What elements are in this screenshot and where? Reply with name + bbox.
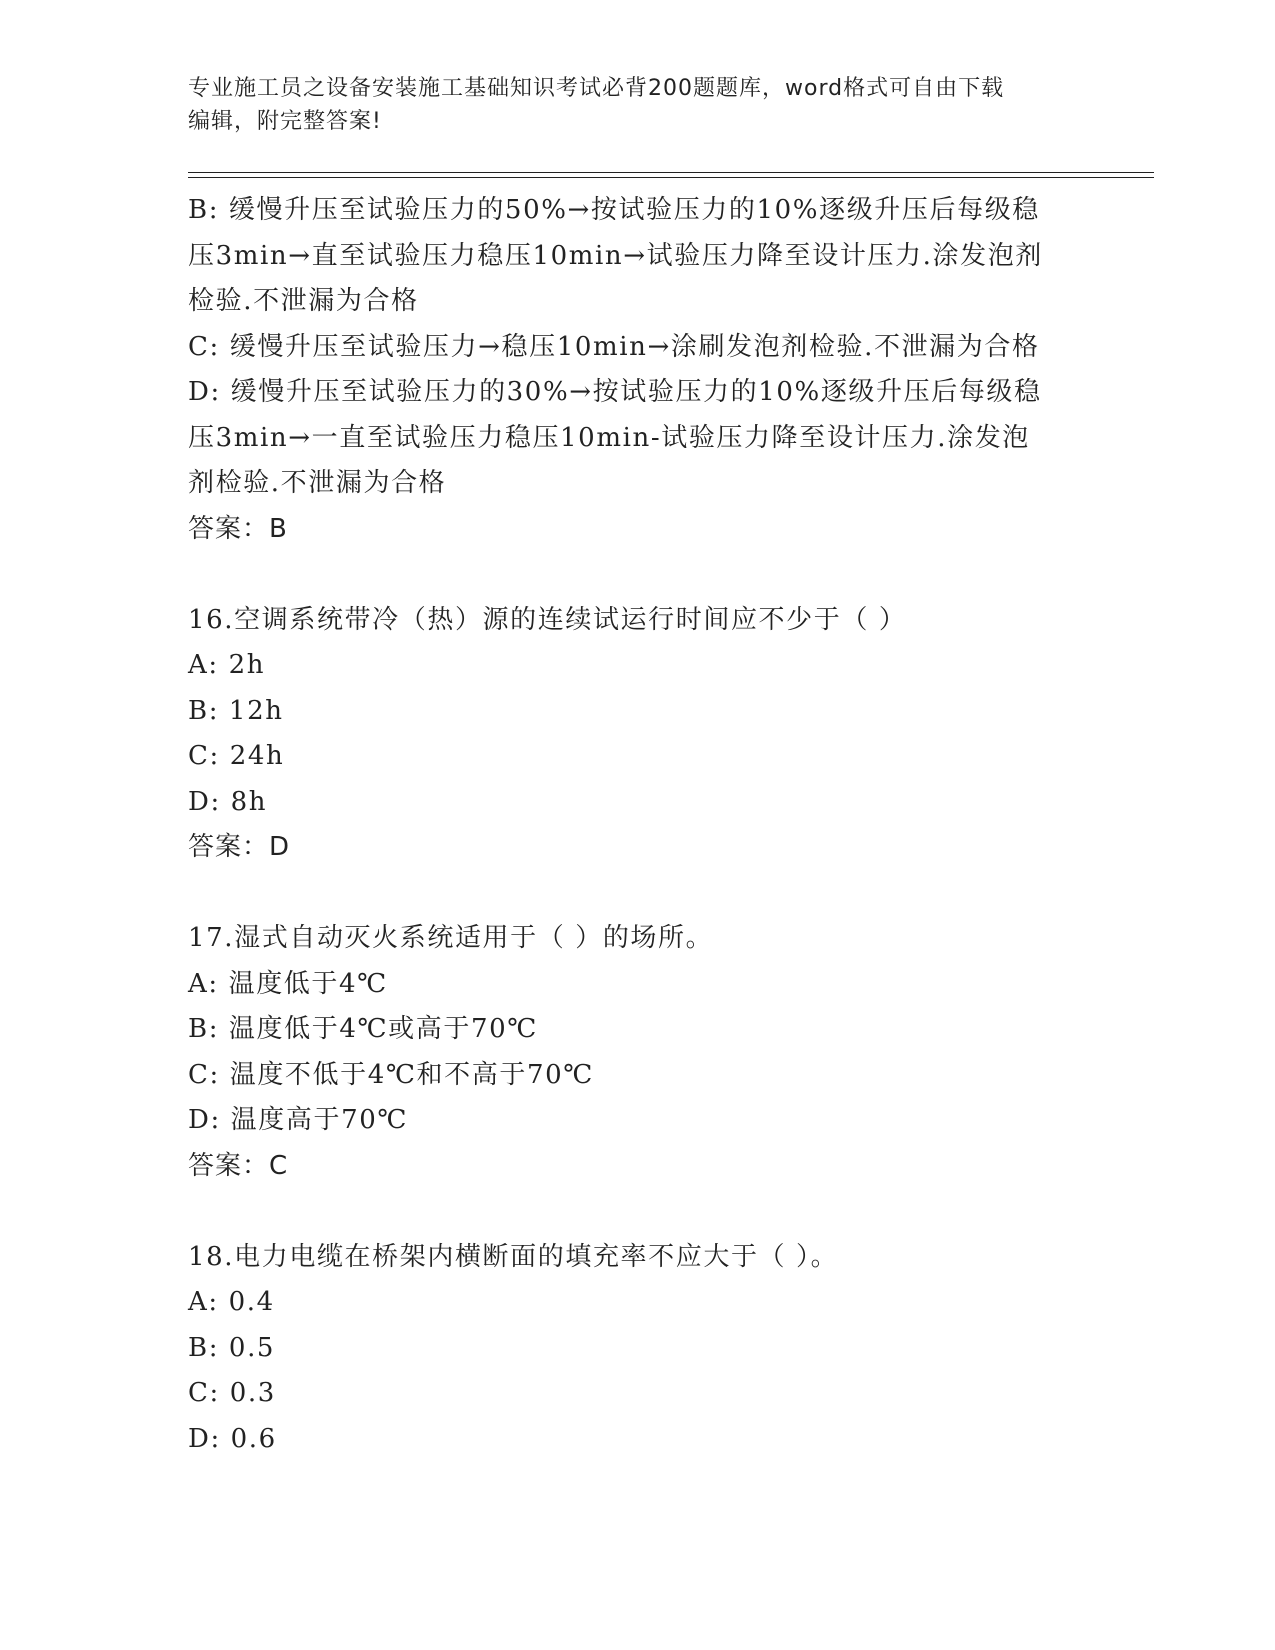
question-stem: 16.空调系统带冷（热）源的连续试运行时间应不少于（ ） <box>188 604 907 635</box>
option-a: A: 温度低于4℃ <box>188 968 388 999</box>
question-content <box>188 188 1088 1462</box>
option-b: B: 12h <box>188 695 284 726</box>
question-stem: 17.湿式自动灭火系统适用于（ ）的场所。 <box>188 923 714 953</box>
option-b-line: B: 缓慢升压至试验压力的50%→按试验压力的10%逐级升压后每级稳 <box>188 195 1040 225</box>
header-rule-top <box>188 172 1154 173</box>
option-b-line: 检验.不泄漏为合格 <box>188 286 419 316</box>
header-line-1: 专业施工员之设备安装施工基础知识考试必背200题题库，word格式可自由下载 <box>188 76 1005 101</box>
document-header <box>188 72 1088 138</box>
option-d: D: 温度高于70℃ <box>188 1105 409 1135</box>
answer-line: 答案：D <box>188 832 291 862</box>
option-d: D: 8h <box>188 786 268 817</box>
option-c: C: 0.3 <box>188 1378 276 1408</box>
option-d-line: 压3min→一直至试验压力稳压10min-试验压力降至设计压力.涂发泡 <box>188 422 1030 453</box>
prev-question-block <box>188 188 1088 552</box>
question-16-block <box>188 598 1088 871</box>
option-c: C: 24h <box>188 741 285 771</box>
option-a: A: 2h <box>188 650 266 680</box>
spacer <box>188 871 1088 917</box>
spacer <box>188 552 1088 598</box>
answer-line: 答案：B <box>188 513 288 544</box>
header-line-2: 编辑，附完整答案! <box>188 109 382 134</box>
option-b: B: 0.5 <box>188 1332 276 1363</box>
option-b-line: 压3min→直至试验压力稳压10min→试验压力降至设计压力.涂发泡剂 <box>188 240 1043 271</box>
option-c: C: 温度不低于4℃和不高于70℃ <box>188 1059 594 1090</box>
option-b: B: 温度低于4℃或高于70℃ <box>188 1014 538 1044</box>
option-d: D: 0.6 <box>188 1423 277 1454</box>
question-17-block <box>188 916 1088 1189</box>
answer-line: 答案：C <box>188 1150 289 1181</box>
option-c: C: 缓慢升压至试验压力→稳压10min→涂刷发泡剂检验.不泄漏为合格 <box>188 331 1040 362</box>
option-d-line: 剂检验.不泄漏为合格 <box>188 468 447 498</box>
option-a: A: 0.4 <box>188 1287 275 1317</box>
option-d-line: D: 缓慢升压至试验压力的30%→按试验压力的10%逐级升压后每级稳 <box>188 377 1042 407</box>
header-rule-bottom <box>188 177 1154 178</box>
question-stem: 18.电力电缆在桥架内横断面的填充率不应大于（ ）。 <box>188 1241 839 1272</box>
question-18-block <box>188 1235 1088 1463</box>
spacer <box>188 1189 1088 1235</box>
